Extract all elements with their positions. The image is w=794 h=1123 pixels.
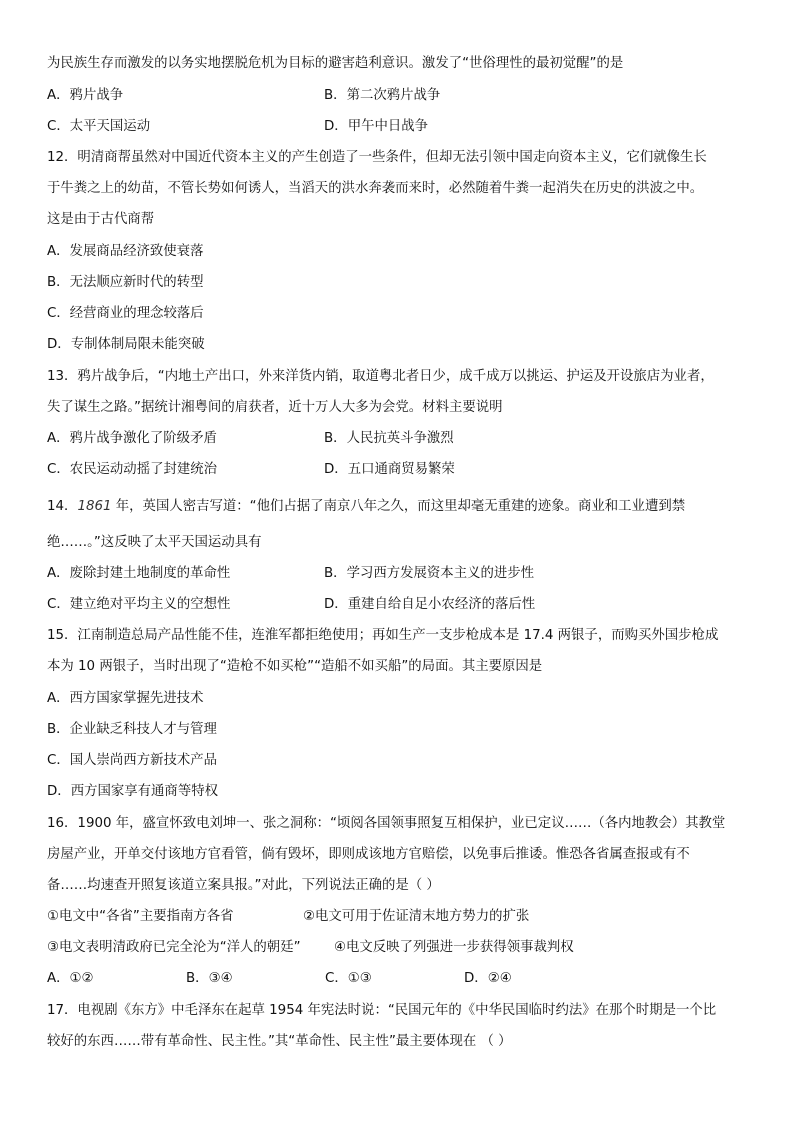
q15-option-b: B．企业缺乏科技人才与管理 <box>47 722 217 737</box>
q12-stem-line-3: 这是由于古代商帮 <box>47 212 155 227</box>
q14-year: 1861 <box>77 499 112 514</box>
q13-option-c: C．农民运动动摇了封建统治 <box>47 462 218 477</box>
q11-option-b: B．第二次鸦片战争 <box>324 88 441 103</box>
q14-option-c: C．建立绝对平均主义的空想性 <box>47 597 231 612</box>
q11-stem-tail: 为民族生存而激发的以务实地摆脱危机为目标的避害趋利意识。激发了“世俗理性的最初觉醒”的是 <box>47 56 624 71</box>
q16-statement-3: ③电文表明清政府已完全沦为“洋人的朝廷” <box>47 940 301 955</box>
q15-option-c: C．国人崇尚西方新技术产品 <box>47 753 218 768</box>
q14-stem-line-2: 绝……。”这反映了太平天国运动具有 <box>47 535 262 550</box>
q16-statement-1: ①电文中“各省”主要指南方各省 <box>47 909 234 924</box>
q11-option-d: D．甲午中日战争 <box>324 119 429 134</box>
q14-line1-rest: 年，英国人密吉写道：“他们占据了南京八年之久，而这里却毫无重建的迹象。商业和工业遭到禁 <box>111 499 686 514</box>
q12-option-d: D．专制体制局限未能突破 <box>47 337 205 352</box>
q14-option-a: A．废除封建土地制度的革命性 <box>47 566 231 581</box>
q16-statement-4: ④电文反映了列强进一步获得领事裁判权 <box>334 940 574 955</box>
q14-option-b: B．学习西方发展资本主义的进步性 <box>324 566 535 581</box>
q15-option-a: A．西方国家掌握先进技术 <box>47 691 204 706</box>
q16-stem-line-3: 备……均速查开照复该道立案具报。”对此，下列说法正确的是（ ） <box>47 878 440 893</box>
q12-option-c: C．经营商业的理念较落后 <box>47 306 204 321</box>
q16-option-b: B．③④ <box>186 971 233 986</box>
q13-stem-line-1: 13．鸦片战争后，“内地土产出口，外来洋货内销，取道粤北者日少，成千成万以挑运、护运及开设旅店为业者， <box>47 369 714 384</box>
q16-stem-line-2: 房屋产业，开单交付该地方官看管，倘有毁坏，即则成该地方官赔偿，以免事后推诿。惟恐各省属查报或有不 <box>47 847 690 862</box>
q17-stem-line-2: 较好的东西……带有革命性、民主性。”其“革命性、民主性”最主要体现在 （ ） <box>47 1034 512 1049</box>
q13-option-b: B．人民抗英斗争激烈 <box>324 431 454 446</box>
q16-statement-2: ②电文可用于佐证清末地方势力的扩张 <box>303 909 530 924</box>
q15-stem-line-2: 本为 10 两银子，当时出现了“造枪不如买枪”“造船不如买船”的局面。其主要原因是 <box>47 659 543 674</box>
q11-option-a: A．鸦片战争 <box>47 88 124 103</box>
q11-option-c: C．太平天国运动 <box>47 119 151 134</box>
q12-stem-line-1: 12．明清商帮虽然对中国近代资本主义的产生创造了一些条件，但却无法引领中国走向资本主义，它们就像生长 <box>47 150 707 165</box>
q14-option-d: D．重建自给自足小农经济的落后性 <box>324 597 536 612</box>
q13-option-a: A．鸦片战争激化了阶级矛盾 <box>47 431 217 446</box>
q16-option-d: D．②④ <box>464 971 512 986</box>
q12-option-a: A．发展商品经济致使衰落 <box>47 244 204 259</box>
q12-stem-line-2: 于牛粪之上的幼苗，不管长势如何诱人，当滔天的洪水奔袭而来时，必然随着牛粪一起消失在历史的洪波之中。 <box>47 181 704 196</box>
q14-number: 14． <box>47 499 78 514</box>
q16-option-c: C．①③ <box>325 971 372 986</box>
q12-option-b: B．无法顺应新时代的转型 <box>47 275 204 290</box>
q15-option-d: D．西方国家享有通商等特权 <box>47 784 218 799</box>
q17-stem-line-1: 17．电视剧《东方》中毛泽东在起草 1954 年宪法时说：“民国元年的《中华民国临时约法》在那个时期是一个比 <box>47 1003 717 1018</box>
q16-option-a: A．①② <box>47 971 94 986</box>
q13-stem-line-2: 失了谋生之路。”据统计湘粤间的肩获者，近十万人大多为会党。材料主要说明 <box>47 400 503 415</box>
q16-stem-line-1: 16．1900 年，盛宣怀致电刘坤一、张之洞称：“顷阅各国领事照复互相保护，业已定议……（各内地教会）其教堂 <box>47 816 726 831</box>
q14-stem-line-1 <box>47 500 685 513</box>
q13-option-d: D．五口通商贸易繁荣 <box>324 462 455 477</box>
q15-stem-line-1: 15．江南制造总局产品性能不佳，连淮军都拒绝使用；再如生产一支步枪成本是 17.4 两银子，而购买外国步枪成 <box>47 628 719 643</box>
